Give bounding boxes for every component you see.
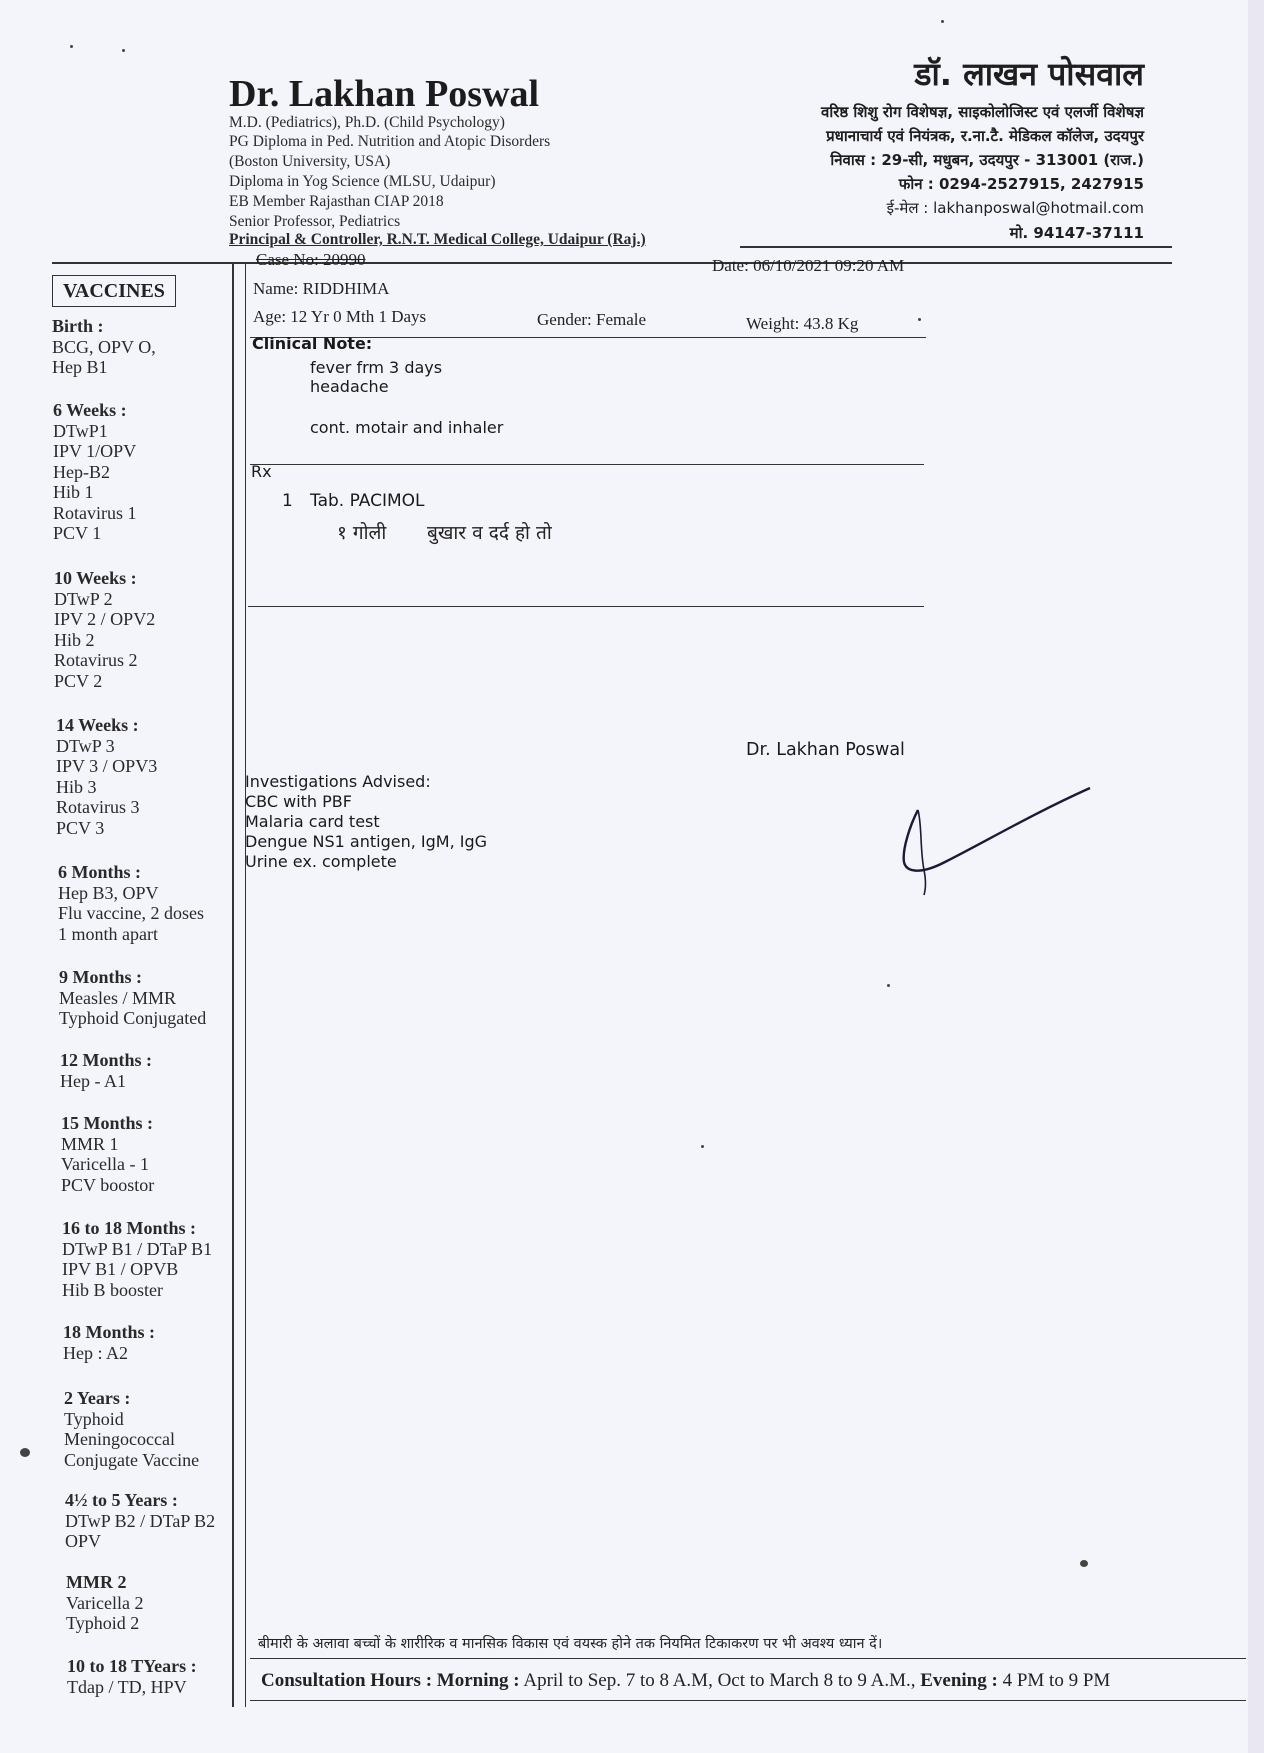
vaccine-group [67, 1656, 197, 1697]
vaccine-item: Hep : A2 [63, 1342, 128, 1363]
vaccine-item: Rotavirus 3 [56, 797, 140, 817]
vaccine-group-heading: 14 Weeks : [56, 715, 139, 735]
credential-line: Diploma in Yog Science (MLSU, Udaipur) [229, 173, 496, 190]
credential-line: M.D. (Pediatrics), Ph.D. (Child Psychology) [229, 114, 505, 131]
footer-bottom-rule [250, 1700, 1246, 1701]
vaccines-title: VACCINES [52, 275, 176, 307]
vaccine-item: Conjugate Vaccine [64, 1449, 200, 1470]
vaccine-group-heading: 6 Weeks : [53, 400, 127, 420]
column-divider-inner [245, 262, 246, 1707]
vaccine-item: DTwP1 [53, 420, 108, 441]
investigation-item: Dengue NS1 antigen, IgM, IgG [245, 832, 488, 851]
scan-speck [887, 984, 890, 987]
vaccine-item: DTwP B2 / DTaP B2 [65, 1510, 216, 1531]
vaccine-item: PCV 1 [53, 523, 102, 543]
credential-line: (Boston University, USA) [229, 153, 391, 170]
vaccine-item: PCV 2 [54, 670, 103, 691]
vaccine-item: Flu vaccine, 2 doses [58, 903, 204, 923]
hindi-header-line: ई-मेल : lakhanposwal@hotmail.com [886, 199, 1144, 217]
vaccine-group [66, 1572, 143, 1634]
investigations-label: Investigations Advised: [245, 772, 431, 791]
vaccine-item: Typhoid 2 [66, 1613, 140, 1633]
credential-line: PG Diploma in Ped. Nutrition and Atopic Disorders [229, 133, 551, 150]
vaccine-item: Varicella 2 [66, 1592, 144, 1613]
patient-gender: Gender: Female [537, 310, 647, 329]
rx-dose: १ गोली [337, 522, 387, 544]
vaccine-group [61, 1113, 154, 1195]
vaccine-item: BCG, OPV O, [52, 336, 156, 357]
vaccine-item: Meningococcal [64, 1429, 175, 1449]
vaccine-group-heading: 10 Weeks : [54, 568, 137, 588]
vaccine-group [62, 1218, 212, 1300]
vaccine-item: Hib 1 [53, 482, 94, 502]
scan-speck [701, 1145, 704, 1148]
consultation-hours [261, 1670, 1110, 1692]
scan-speck [941, 20, 944, 23]
rx-instruction: बुखार व दर्द हो तो [427, 522, 552, 544]
rx-divider [248, 606, 924, 607]
footer-hindi-note: बीमारी के अलावा बच्चों के शारीरिक व मानसिक विकास एवं वयस्क होने तक नियमित टिकाकरण पर भी अवश्य ध्यान दें। [258, 1636, 883, 1652]
vaccine-group-heading: 12 Months : [60, 1050, 153, 1070]
hindi-header-line: प्रधानाचार्य एवं नियंत्रक, र.ना.टै. मेडिकल कॉलेज, उदयपुर [826, 127, 1144, 145]
vaccine-group [53, 400, 137, 544]
vaccine-group-heading: 10 to 18 TYears : [67, 1656, 197, 1676]
vaccine-item: PCV 3 [56, 817, 105, 838]
clinical-note-label: Clinical Note: [252, 334, 373, 353]
vaccine-group-heading: Birth : [52, 316, 104, 336]
hindi-header-line: मो. 94147-37111 [1009, 224, 1144, 242]
signature-name: Dr. Lakhan Poswal [746, 740, 905, 760]
vaccine-group-heading: 16 to 18 Months : [62, 1218, 196, 1238]
doctor-name: Dr. Lakhan Poswal [229, 73, 540, 115]
vaccine-item: Varicella - 1 [61, 1154, 149, 1174]
vaccine-item: Hep B1 [52, 357, 108, 377]
vaccine-group [56, 715, 157, 838]
vaccine-item: Measles / MMR [59, 987, 176, 1008]
visit-date: Date: 06/10/2021 09:20 AM [712, 256, 905, 275]
vaccine-item: PCV boostor [61, 1174, 155, 1195]
vaccine-item: Hib B booster [62, 1279, 163, 1300]
credential-line: EB Member Rajasthan CIAP 2018 [229, 193, 444, 210]
vaccine-group [52, 316, 156, 378]
investigation-item: Malaria card test [245, 812, 380, 831]
vaccine-group [60, 1050, 152, 1091]
patient-weight: Weight: 43.8 Kg [746, 314, 859, 333]
vaccine-group-heading: 18 Months : [63, 1322, 156, 1342]
credential-line: Senior Professor, Pediatrics [229, 213, 401, 230]
vaccine-item: IPV 2 / OPV2 [54, 609, 156, 629]
vaccine-item: Typhoid [64, 1408, 124, 1429]
vaccine-item: Tdap / TD, HPV [67, 1676, 187, 1697]
rx-item-number: 1 [282, 491, 293, 511]
vaccine-item: Hib 3 [56, 776, 97, 797]
vaccine-item: Rotavirus 2 [54, 650, 138, 670]
hindi-header-line: फोन : 0294-2527915, 2427915 [898, 175, 1144, 193]
clinical-note-line: headache [310, 377, 389, 396]
scan-speck [122, 49, 125, 52]
vaccine-item: MMR 1 [61, 1133, 119, 1154]
header-divider-right [740, 246, 1172, 248]
case-number: Case No: 20990 [256, 250, 366, 269]
clinical-divider [250, 464, 924, 465]
vaccine-group [64, 1388, 199, 1470]
vaccine-item: Typhoid Conjugated [59, 1008, 207, 1028]
vaccine-item: DTwP B1 / DTaP B1 [62, 1238, 213, 1259]
vaccine-group-heading: 2 Years : [64, 1388, 131, 1408]
vaccine-group-heading: 4½ to 5 Years : [65, 1490, 178, 1510]
morning-label: Morning : [436, 1670, 520, 1691]
vaccine-group [65, 1490, 215, 1552]
evening-label: Evening : [920, 1670, 998, 1691]
hindi-header-line: वरिष्ठ शिशु रोग विशेषज्ञ, साइकोलोजिस्ट एवं एलर्जी विशेषज्ञ [821, 103, 1144, 121]
vaccine-item: Hib 2 [54, 629, 95, 650]
vaccine-item: Hep-B2 [53, 461, 110, 482]
footer-divider [250, 1658, 1246, 1659]
vaccine-group [58, 862, 204, 944]
patient-name: Name: RIDDHIMA [253, 279, 390, 298]
patient-age: Age: 12 Yr 0 Mth 1 Days [253, 307, 427, 326]
vaccine-item: DTwP 3 [56, 735, 115, 756]
scan-speck [20, 1448, 30, 1457]
clinical-note-line: cont. motair and inhaler [310, 418, 504, 437]
vaccine-item: IPV 3 / OPV3 [56, 756, 158, 776]
scan-speck [1080, 1560, 1088, 1567]
investigation-item: Urine ex. complete [245, 852, 397, 871]
vaccine-group-heading: MMR 2 [66, 1572, 127, 1592]
vaccine-group-heading: 15 Months : [61, 1113, 154, 1133]
vaccine-group [54, 568, 155, 691]
vaccine-item: DTwP 2 [54, 588, 113, 609]
consult-label: Consultation Hours : [261, 1670, 433, 1691]
vaccine-group [63, 1322, 155, 1363]
credential-line: Principal & Controller, R.N.T. Medical College, Udaipur (Raj.) [229, 231, 646, 248]
vaccine-item: OPV [65, 1531, 102, 1551]
rx-drug: Tab. PACIMOL [310, 491, 425, 511]
header-divider [52, 262, 1172, 264]
vaccine-item: Hep - A1 [60, 1070, 126, 1091]
vaccine-group-heading: 9 Months : [59, 967, 143, 987]
morning-hours: April to Sep. 7 to 8 A.M, Oct to March 8 to 9 A.M., [523, 1670, 916, 1691]
scan-speck [70, 45, 73, 48]
vaccine-group [59, 967, 206, 1029]
clinical-note-line: fever frm 3 days [310, 358, 443, 377]
column-divider [232, 262, 234, 1707]
rx-label: Rx [251, 462, 272, 481]
signature-scribble [890, 780, 1100, 900]
hindi-doctor-name: डॉ. लाखन पोसवाल [914, 55, 1144, 93]
vaccine-item: Hep B3, OPV [58, 882, 159, 903]
hindi-header-line: निवास : 29-सी, मधुबन, उदयपुर - 313001 (राज.) [830, 151, 1144, 169]
vaccine-item: IPV B1 / OPVB [62, 1259, 179, 1279]
vaccine-item: 1 month apart [58, 923, 158, 944]
vaccine-item: Rotavirus 1 [53, 502, 137, 523]
evening-hours: 4 PM to 9 PM [1002, 1670, 1111, 1691]
vaccine-group-heading: 6 Months : [58, 862, 142, 882]
scan-speck [918, 318, 921, 321]
vaccine-item: IPV 1/OPV [53, 441, 137, 461]
investigation-item: CBC with PBF [245, 792, 352, 811]
